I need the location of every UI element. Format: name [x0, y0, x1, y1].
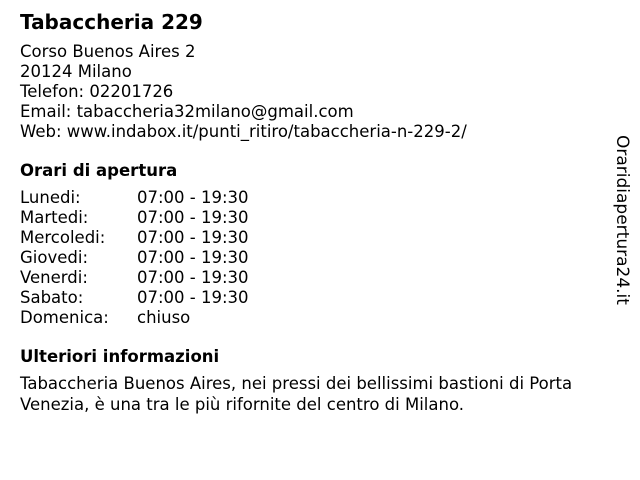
opening-hours-heading: Orari di apertura	[20, 161, 178, 180]
email-line: Email: tabaccheria32milano@gmail.com	[20, 102, 354, 121]
hours-day: Lunedi:	[20, 188, 81, 207]
hours-time: 07:00 - 19:30	[137, 208, 249, 227]
hours-row-thursday	[20, 248, 610, 268]
street-address: Corso Buenos Aires 2	[20, 42, 196, 61]
store-details	[20, 8, 610, 415]
hours-day: Martedi:	[20, 208, 89, 227]
hours-day: Venerdi:	[20, 268, 88, 287]
hours-time: 07:00 - 19:30	[137, 288, 249, 307]
more-info-text: Tabaccheria Buenos Aires, nei pressi dei bellissimi bastioni di Porta Venezia, è una tra le più rifornite del centro di Milano.	[20, 374, 573, 414]
store-name: Tabaccheria 229	[20, 10, 203, 34]
watermark-text: Oraridiapertura24.it	[612, 135, 632, 305]
hours-time: chiuso	[137, 308, 191, 327]
web-line: Web: www.indabox.it/punti_ritiro/tabaccheria-n-229-2/	[20, 122, 467, 141]
hours-row-monday	[20, 188, 610, 208]
hours-row-friday	[20, 268, 610, 288]
hours-day: Giovedi:	[20, 248, 88, 267]
opening-hours-table	[20, 188, 610, 328]
hours-row-tuesday	[20, 208, 610, 228]
phone-line: Telefon: 02201726	[20, 82, 174, 101]
hours-day: Sabato:	[20, 288, 84, 307]
hours-day: Domenica:	[20, 308, 109, 327]
hours-row-sunday	[20, 308, 610, 328]
hours-time: 07:00 - 19:30	[137, 248, 249, 267]
contact-block	[20, 42, 610, 142]
site-watermark	[610, 135, 634, 307]
hours-row-saturday	[20, 288, 610, 308]
hours-time: 07:00 - 19:30	[137, 228, 249, 247]
more-info-heading: Ulteriori informazioni	[20, 347, 220, 366]
hours-time: 07:00 - 19:30	[137, 188, 249, 207]
hours-row-wednesday	[20, 228, 610, 248]
hours-time: 07:00 - 19:30	[137, 268, 249, 287]
postal-city: 20124 Milano	[20, 62, 132, 81]
hours-day: Mercoledi:	[20, 228, 106, 247]
